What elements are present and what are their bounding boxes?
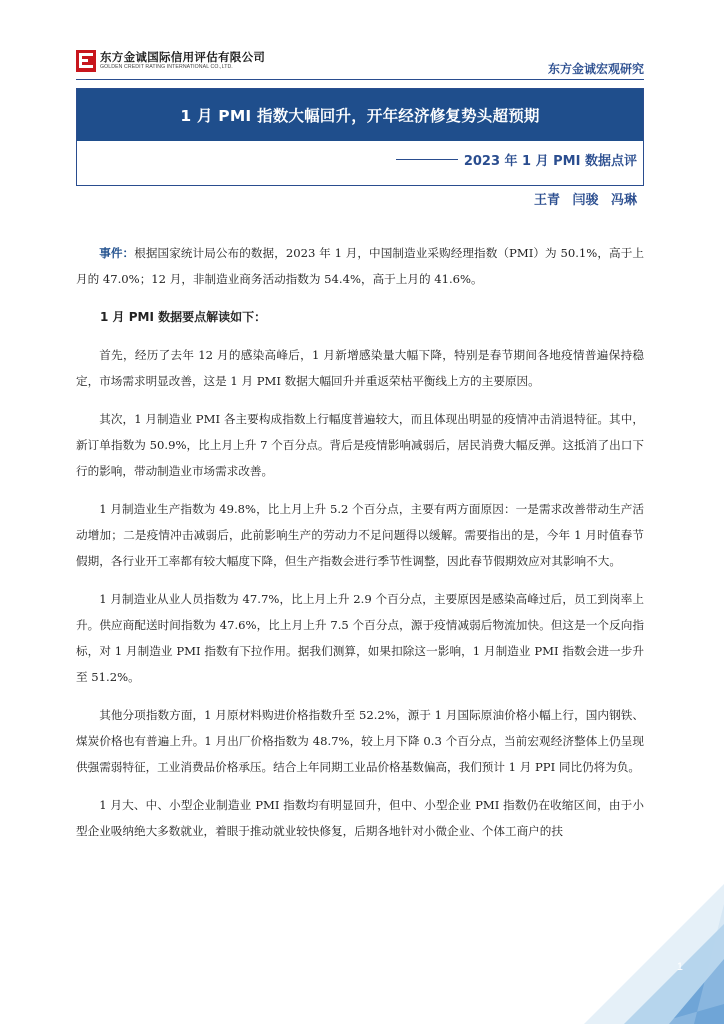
subtitle-dash bbox=[396, 159, 458, 160]
report-body bbox=[76, 240, 644, 856]
title-box bbox=[76, 88, 644, 208]
body-paragraph: 其次，1 月制造业 PMI 各主要构成指数上行幅度普遍较大，而且体现出明显的疫情冲击消退特征。其中，新订单指数为 50.9%，比上月上升 7 个百分点。背后是疫情影响减弱后，居民消费大幅反弹。这抵消了出口下行的影响，带动制造业市场需求改善。 bbox=[76, 412, 644, 478]
body-paragraph: 其他分项指数方面，1 月原材料购进价格指数升至 52.2%，源于 1 月国际原油价格小幅上行，国内钢铁、煤炭价格也有普遍上升。1 月出厂价格指数为 48.7%，较上月下降 0.3 个百分点，当前宏观经济整体上仍呈现供强需弱特征，工业消费品价格承压。结合上年同期工业品价格基数偏高，我们预计 1 月 PPI 同比仍将为负。 bbox=[76, 708, 644, 774]
report-subtitle-text: 2023 年 1 月 PMI 数据点评 bbox=[463, 154, 637, 169]
company-logo bbox=[76, 50, 265, 72]
report-title: 1 月 PMI 指数大幅回升，开年经济修复势头超预期 bbox=[77, 89, 643, 141]
body-paragraph: 1 月制造业生产指数为 49.8%，比上月上升 5.2 个百分点，主要有两方面原因：一是需求改善带动生产活动增加；二是疫情冲击减弱后，此前影响生产的劳动力不足问题得以缓解。需要指出的是，今年 1 月时值春节假期，各行业开工率都有较大幅度下降，但生产指数会进行季节性调整，因此春节假期效应对其影响不大。 bbox=[76, 502, 644, 568]
report-subtitle bbox=[396, 150, 637, 169]
body-paragraph: 1 月制造业从业人员指数为 47.7%，比上月上升 2.9 个百分点，主要原因是感染高峰过后，员工到岗率上升。供应商配送时间指数为 47.6%，比上月上升 7.5 个百分点，源于疫情减弱后物流加快。但这是一个反向指标，对 1 月制造业 PMI 指数有下拉作用。据我们测算，如果扣除这一影响，1 月制造业 PMI 指数会进一步升至 51.2%。 bbox=[76, 592, 644, 684]
report-series: 东方金诚宏观研究 bbox=[547, 62, 644, 76]
report-authors: 王青 闫骏 冯琳 bbox=[533, 193, 637, 208]
body-paragraph: 1 月大、中、小型企业制造业 PMI 指数均有明显回升，但中、小型企业 PMI 指数仍在收缩区间，由于小型企业吸纳绝大多数就业，着眼于推动就业较快修复，后期各地针对小微企业、个体工商户的扶 bbox=[76, 798, 644, 838]
company-logo-icon bbox=[76, 50, 96, 72]
header-divider bbox=[76, 79, 644, 80]
company-name-en: GOLDEN CREDIT RATING INTERNATIONAL CO.,LTD. bbox=[100, 64, 233, 70]
company-name-cn: 东方金诚国际信用评估有限公司 bbox=[100, 50, 266, 64]
body-paragraph: 首先，经历了去年 12 月的感染高峰后，1 月新增感染量大幅下降，特别是春节期间各地疫情普遍保持稳定，市场需求明显改善，这是 1 月 PMI 数据大幅回升并重返荣枯平衡线上方的主要原因。 bbox=[76, 348, 644, 388]
event-text: 根据国家统计局公布的数据，2023 年 1 月，中国制造业采购经理指数（PMI）为 50.1%，高于上月的 47.0%；12 月，非制造业商务活动指数为 54.4%，高于上月的 41.6%。 bbox=[76, 246, 644, 286]
event-label: 事件： bbox=[99, 246, 135, 260]
corner-decoration bbox=[584, 864, 724, 1024]
page-number: 1 bbox=[676, 961, 683, 973]
section-heading: 1 月 PMI 数据要点解读如下： bbox=[100, 310, 267, 324]
event-paragraph bbox=[76, 240, 644, 292]
